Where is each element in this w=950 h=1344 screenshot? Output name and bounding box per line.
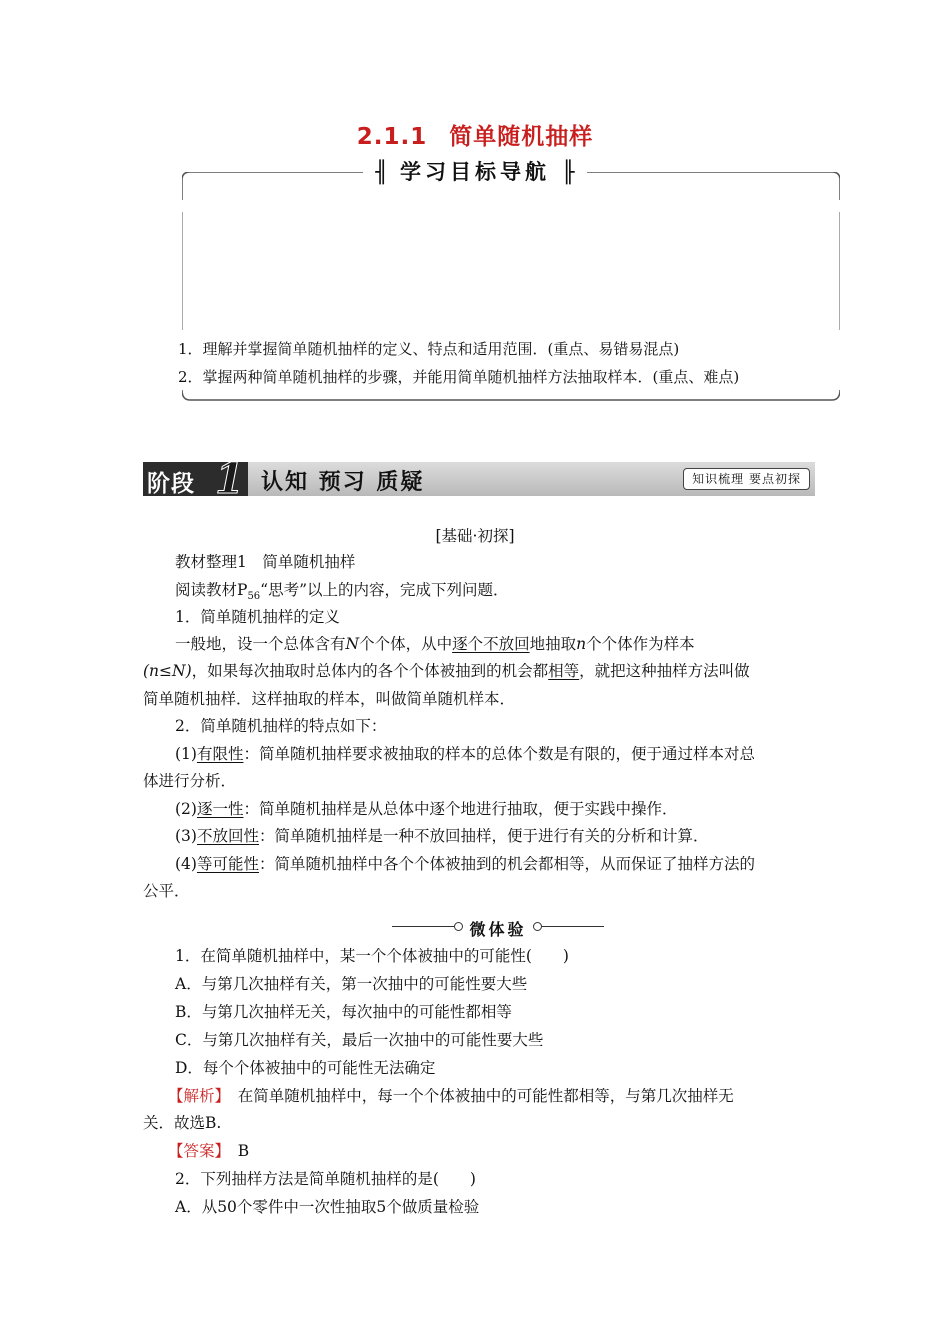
- material-intro: 阅读教材$P_{56}“$思考”以上的内容，完成下列问题．: [175, 581, 509, 603]
- features-heading: 2．简单随机抽样的特点如下：: [175, 717, 387, 735]
- feature-3: (3)不放回性：简单随机抽样是一种不放回抽样，便于进行有关的分析和计算．: [175, 827, 709, 845]
- q2-stem: 2．下列抽样方法是简单随机抽样的是( ): [175, 1170, 476, 1188]
- definition-heading: 1．简单随机抽样的定义: [175, 608, 340, 626]
- q1-stem: 1．在简单随机抽样中，某一个个体被抽中的可能性( ): [175, 947, 569, 965]
- goal-item-1: 1．理解并掌握简单随机抽样的定义、特点和适用范围．(重点、易错易混点): [178, 340, 680, 358]
- q1-answer: 【答案】 B: [168, 1142, 250, 1160]
- q1-option-a: A．与第几次抽样有关，第一次抽中的可能性要大些: [175, 975, 528, 993]
- material-heading: 教材整理1 简单随机抽样: [175, 553, 356, 571]
- stage-tag: 知识梳理 要点初探: [683, 468, 810, 490]
- q1-option-d: D．每个个体被抽中的可能性无法确定: [175, 1059, 436, 1077]
- q1-analysis: 【解析】 在简单随机抽样中，每一个个体被抽中的可能性都相等，与第几次抽样无: [168, 1087, 734, 1105]
- micro-divider: [392, 917, 604, 937]
- micro-heading: 微体验: [469, 920, 527, 939]
- page-title: [0, 118, 950, 151]
- definition-line-3: 简单随机抽样．这样抽取的样本，叫做简单随机样本．: [143, 690, 516, 708]
- answer-tag: 【答案】: [168, 1142, 223, 1160]
- q2-option-a: A．从50个零件中一次性抽取5个做质量检验: [175, 1198, 480, 1216]
- goal-item-2: 2．掌握两种简单随机抽样的步骤，并能用简单随机抽样方法抽取样本．(重点、难点): [178, 368, 740, 386]
- feature-4: (4)等可能性：简单随机抽样中各个个体被抽到的机会都相等，从而保证了抽样方法的: [175, 855, 755, 873]
- section-title: 简单随机抽样: [449, 124, 594, 150]
- definition-line-1: 一般地，设一个总体含有N个个体，从中逐个不放回地抽取n个个体作为样本: [175, 635, 695, 653]
- feature-2: (2)逐一性：简单随机抽样是从总体中逐个地进行抽取，便于实践中操作．: [175, 800, 678, 818]
- feature-1: (1)有限性：简单随机抽样要求被抽取的样本的总体个数是有限的，便于通过样本对总: [175, 745, 755, 763]
- definition-line-2: (n≤N)，如果每次抽取时总体内的各个个体被抽到的机会都相等，就把这种抽样方法叫做: [143, 662, 750, 680]
- stage-number: 1: [215, 454, 245, 503]
- stage-banner: [143, 454, 815, 503]
- feature-1-cont: 体进行分析．: [143, 772, 237, 790]
- q1-analysis-cont: 关．故选B.: [143, 1114, 222, 1132]
- q1-option-b: B．与第几次抽样无关，每次抽中的可能性都相等: [175, 1003, 512, 1021]
- goals-heading: ╢ 学习目标导航 ╟: [0, 156, 950, 186]
- section-number: 2.1.1: [356, 124, 428, 150]
- analysis-tag: 【解析】: [168, 1087, 223, 1105]
- stage-label: 阶段: [147, 471, 195, 497]
- stage-title: 认知 预习 质疑: [261, 470, 425, 495]
- section-tag: [基础·初探]: [435, 527, 515, 545]
- feature-4-cont: 公平．: [143, 882, 190, 900]
- q1-option-c: C．与第几次抽样有关，最后一次抽中的可能性要大些: [175, 1031, 544, 1049]
